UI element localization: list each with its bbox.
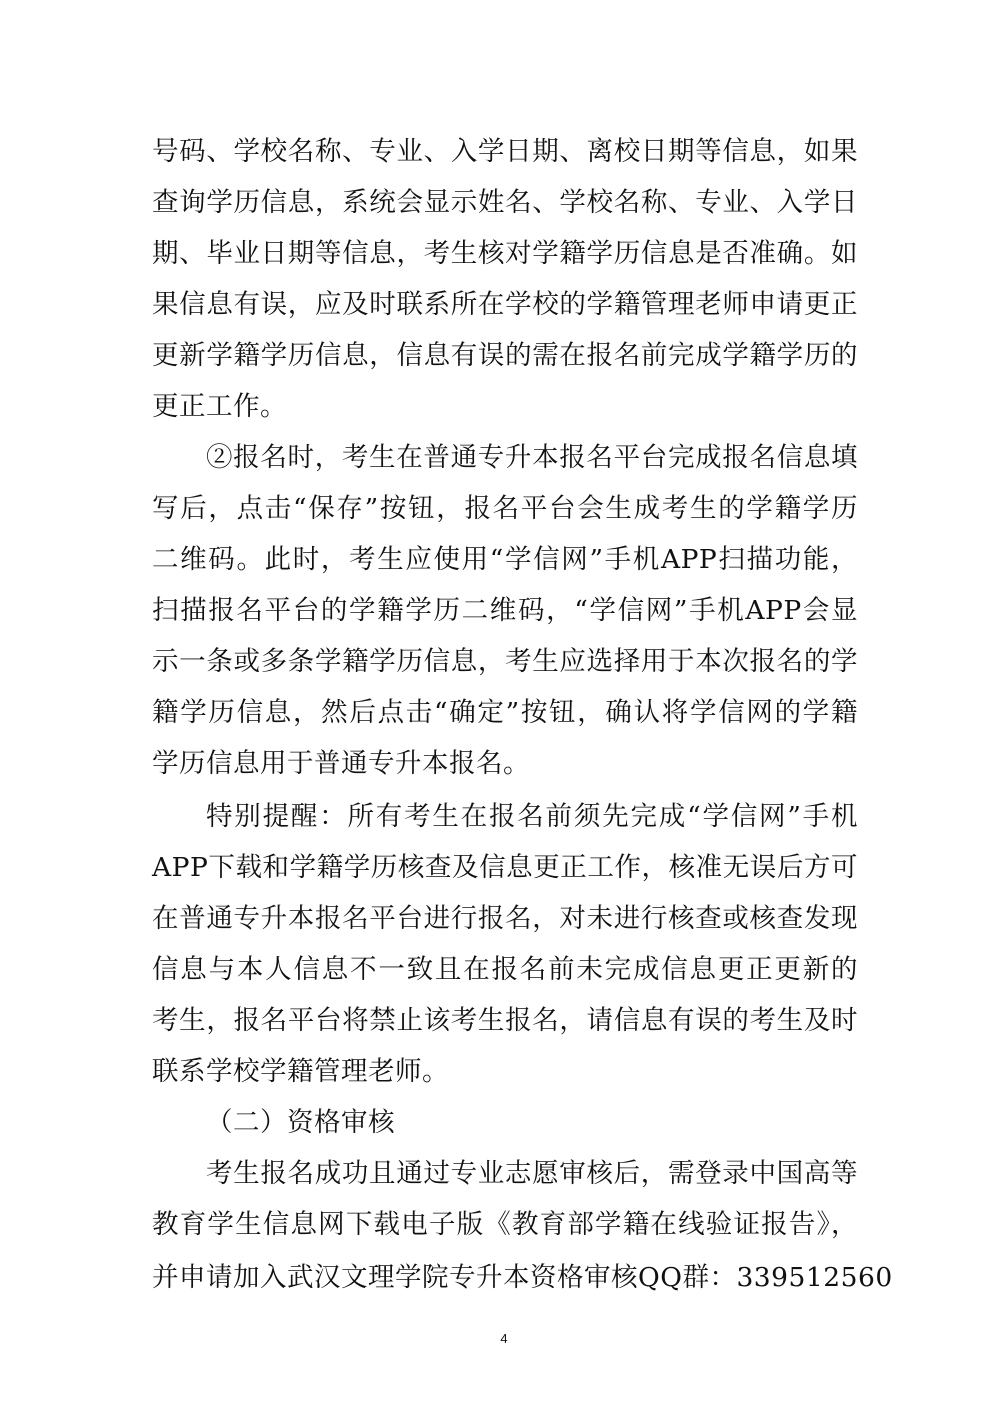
paragraph-1-line-1: 号码、学校名称、专业、入学日期、离校日期等信息，如果 xyxy=(152,136,858,167)
paragraph-1-line-6: 更正工作。 xyxy=(152,391,287,422)
paragraph-2-line-1: ②报名时，考生在普通专升本报名平台完成报名信息填 xyxy=(206,442,858,473)
paragraph-2-line-7: 学历信息用于普通专升本报名。 xyxy=(152,748,530,779)
paragraph-2-line-3: 二维码。此时，考生应使用“学信网”手机APP扫描功能， xyxy=(152,544,858,575)
page-number: 4 xyxy=(500,1331,508,1346)
paragraph-3-line-6: 联系学校学籍管理老师。 xyxy=(152,1056,449,1087)
paragraph-4-line-1: 考生报名成功且通过专业志愿审核后，需登录中国高等 xyxy=(206,1158,858,1189)
paragraph-1-line-2: 查询学历信息，系统会显示姓名、学校名称、专业、入学日 xyxy=(152,187,858,218)
paragraph-3-line-5: 考生，报名平台将禁止该考生报名，请信息有误的考生及时 xyxy=(152,1005,858,1036)
paragraph-3-line-2: APP下载和学籍学历核查及信息更正工作，核准无误后方可 xyxy=(152,852,858,883)
paragraph-1-line-5: 更新学籍学历信息，信息有误的需在报名前完成学籍学历的 xyxy=(152,340,858,371)
paragraph-4-line-3: 并申请加入武汉文理学院专升本资格审核QQ群：339512560 xyxy=(152,1262,893,1293)
paragraph-3-line-1: 特别提醒：所有考生在报名前须先完成“学信网”手机 xyxy=(206,801,858,832)
paragraph-2-line-6: 籍学历信息，然后点击“确定”按钮，确认将学信网的学籍 xyxy=(152,697,858,728)
paragraph-3-line-4: 信息与本人信息不一致且在报名前未完成信息更正更新的 xyxy=(152,954,858,985)
section-heading: （二）资格审核 xyxy=(206,1107,395,1138)
paragraph-1-line-4: 果信息有误，应及时联系所在学校的学籍管理老师申请更正 xyxy=(152,289,858,320)
paragraph-2-line-4: 扫描报名平台的学籍学历二维码，“学信网”手机APP会显 xyxy=(152,595,858,626)
paragraph-1-line-3: 期、毕业日期等信息，考生核对学籍学历信息是否准确。如 xyxy=(152,238,858,269)
paragraph-3-line-3: 在普通专升本报名平台进行报名，对未进行核查或核查发现 xyxy=(152,903,858,934)
paragraph-2-line-5: 示一条或多条学籍学历信息，考生应选择用于本次报名的学 xyxy=(152,646,858,677)
paragraph-4-line-2: 教育学生信息网下载电子版《教育部学籍在线验证报告》， xyxy=(152,1209,858,1240)
paragraph-2-line-2: 写后，点击“保存”按钮，报名平台会生成考生的学籍学历 xyxy=(152,493,858,524)
